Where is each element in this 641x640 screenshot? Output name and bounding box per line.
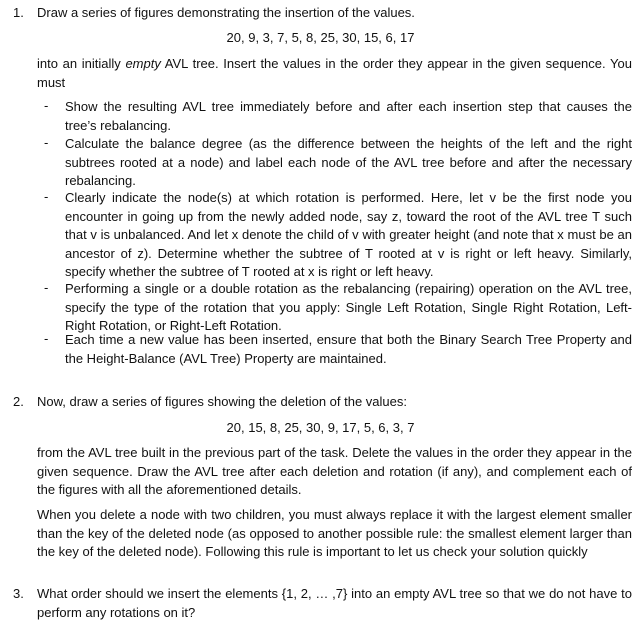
q1-values: 20, 9, 3, 7, 5, 8, 25, 30, 15, 6, 17 [226,30,415,45]
q3-number: 3. [13,586,24,601]
q1-instruction: into an initially empty AVL tree. Insert the values in the order they appear in the given sequence. You must [37,56,632,90]
bullet-marker: - [44,135,49,150]
q2-intro: Now, draw a series of figures showing the deletion of the values: [37,394,407,409]
q2-number: 2. [13,394,24,409]
q1-bullet-1: Show the resulting AVL tree immediately before and after each insertion step that causes the tree’s rebalancing. [65,99,632,133]
q2-paragraph-2: When you delete a node with two children, you must always replace it with the largest element smaller than the key of the deleted node (as opposed to another possible rule: the smallest element larger than the key of the deleted node). Following this rule is important to let us check your solution quickly [37,507,632,559]
bullet-marker: - [44,189,49,204]
q1-bullet-3: Clearly indicate the node(s) at which rotation is performed. Here, let v be the first node you encounter in going up from the newly added node, say z, toward the root of the AVL tree T such that v is unbalanced. And let x denote the child of v with greater height (and note that x must be an ancestor of z). Determine whether the subtree of T rooted at v is right or left heavy. Similarly, specify whether the subtree of T rooted at x is right or left heavy. [65,190,632,279]
q1-bullet-5: Each time a new value has been inserted, ensure that both the Binary Search Tree Property and the Height-Balance (AVL Tree) Property are maintained. [65,332,632,366]
q1-number: 1. [13,5,24,20]
q1-intro: Draw a series of figures demonstrating the insertion of the values. [37,5,415,20]
q2-values: 20, 15, 8, 25, 30, 9, 17, 5, 6, 3, 7 [226,420,415,435]
q2-paragraph-1: from the AVL tree built in the previous part of the task. Delete the values in the order they appear in the given sequence. Draw the AVL tree after each deletion and rotation (if any), and complement each of the figures with all the aforementioned details. [37,445,632,497]
q3-text: What order should we insert the elements {1, 2, … ,7} into an empty AVL tree so that we do not have to perform any rotations on it? [37,586,632,620]
bullet-marker: - [44,98,49,113]
q1-bullet-4: Performing a single or a double rotation as the rebalancing (repairing) operation on the AVL tree, specify the type of the rotation that you apply: Single Left Rotation, Single Right Rotation, Left-Right Rotation, or Right-Left Rotation. [65,281,632,333]
q1-bullet-2: Calculate the balance degree (as the difference between the heights of the left and the right subtrees rooted at a node) and label each node of the AVL tree before and after the necessary rebalancing. [65,136,632,188]
bullet-marker: - [44,280,49,295]
bullet-marker: - [44,331,49,346]
